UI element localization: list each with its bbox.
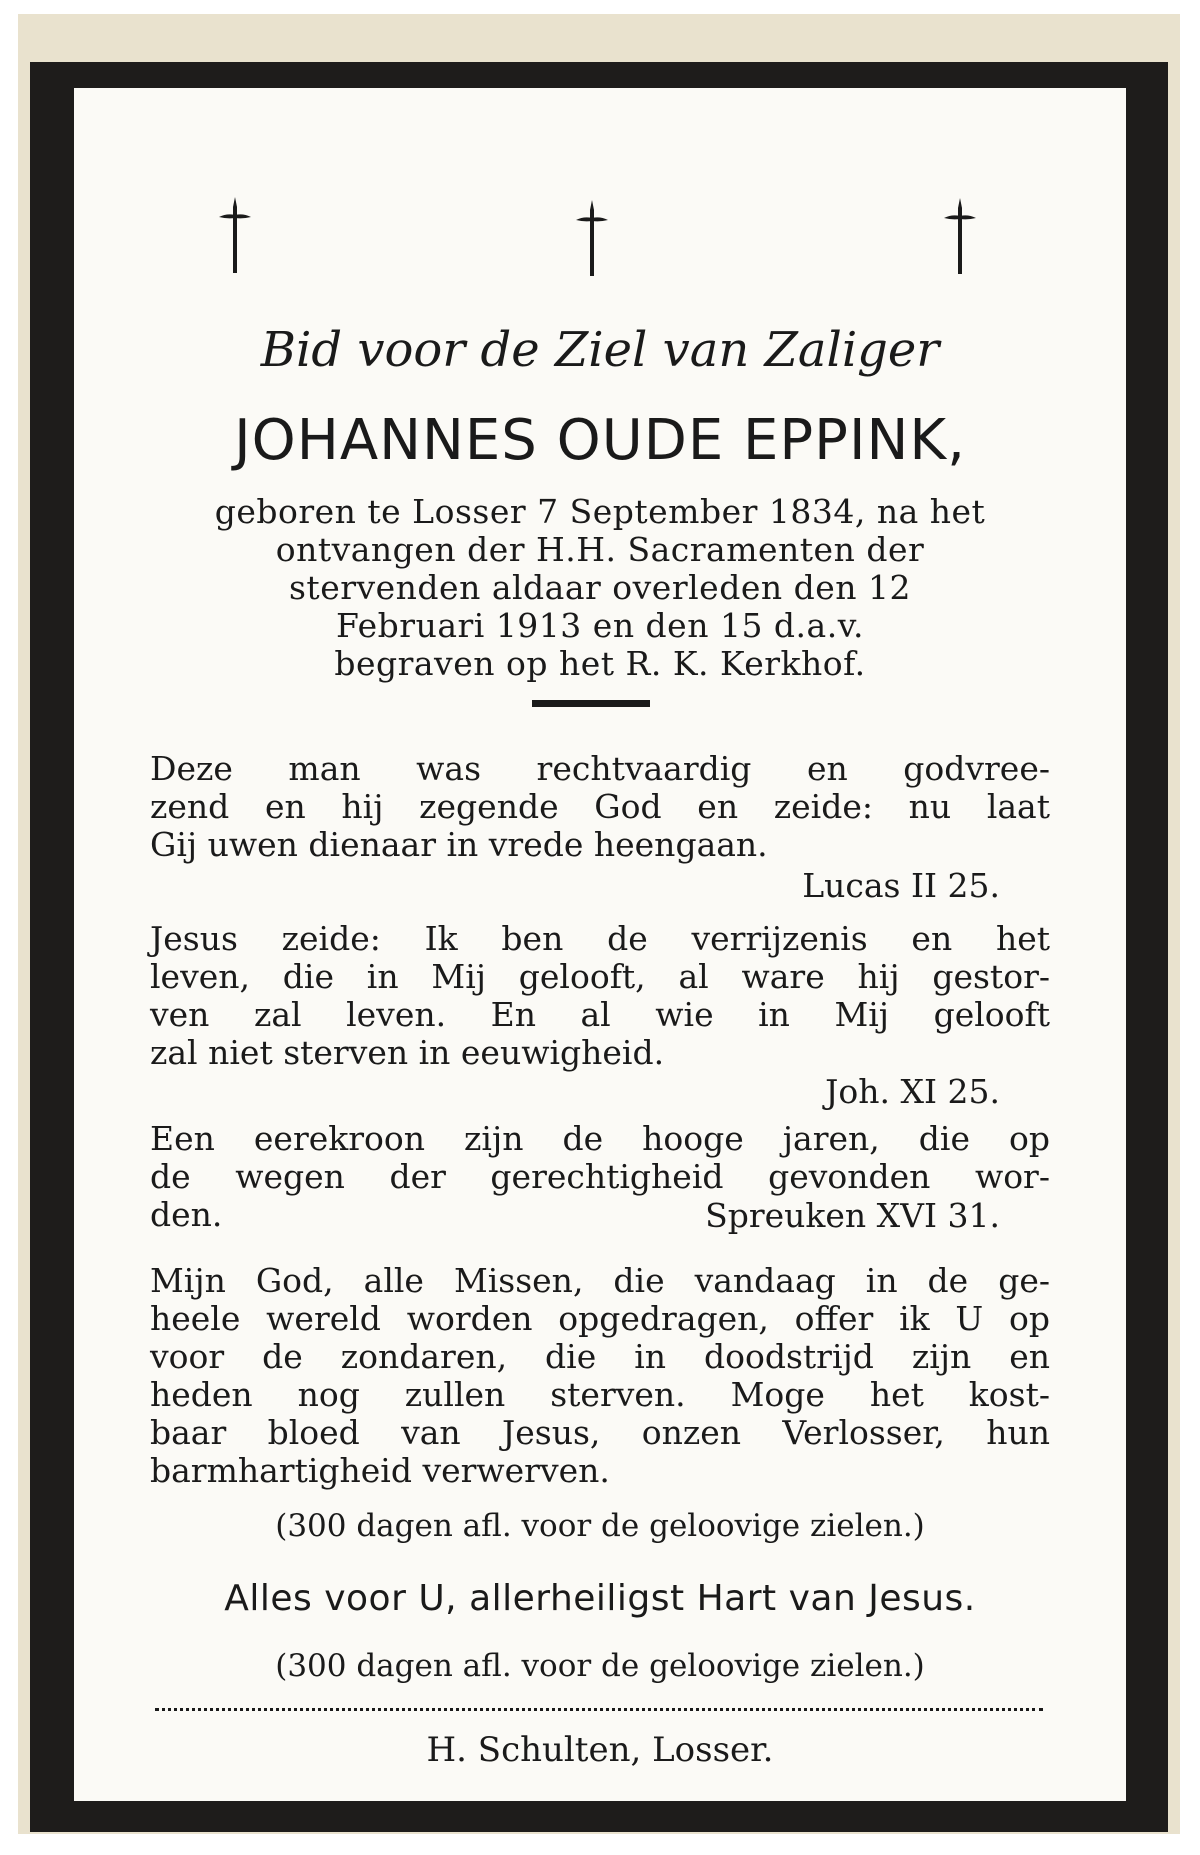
verse-line: leven, die in Mij gelooft, al ware hij gestor- bbox=[150, 957, 1050, 996]
prayer-line: heele wereld worden opgedragen, offer ik U op bbox=[150, 1299, 1050, 1338]
verse-reference: Spreuken XVI 31. bbox=[705, 1196, 1000, 1235]
verse-line: zal niet sterven in eeuwigheid. bbox=[150, 1033, 665, 1072]
prayer-line: heden nog zullen sterven. Moge het kost- bbox=[150, 1375, 1050, 1414]
prayer-line: voor de zondaren, die in doodstrijd zijn en bbox=[150, 1337, 1050, 1376]
prayer-line: baar bloed van Jesus, onzen Verlosser, hun bbox=[150, 1413, 1050, 1452]
prayer bbox=[150, 1262, 1050, 1490]
verse-line: Deze man was rechtvaardig en godvree- bbox=[150, 749, 1050, 788]
verse-line: ven zal leven. En al wie in Mij gelooft bbox=[150, 995, 1050, 1034]
deceased-name: JOHANNES OUDE EPPINK, bbox=[234, 408, 966, 473]
verse-line: Een eerekroon zijn de hooge jaren, die op bbox=[150, 1119, 1050, 1158]
verse-1 bbox=[150, 750, 1050, 864]
indulgence-note: (300 dagen afl. voor de geloovige zielen.) bbox=[275, 1508, 925, 1544]
indulgence-note: (300 dagen afl. voor de geloovige zielen.) bbox=[275, 1648, 925, 1684]
intro-line: begraven op het R. K. Kerkhof. bbox=[334, 644, 866, 683]
verse-2 bbox=[150, 920, 1050, 1072]
dotted-divider bbox=[155, 1708, 1043, 1711]
verse-reference: Lucas II 25. bbox=[802, 866, 1000, 905]
verse-reference: Joh. XI 25. bbox=[825, 1072, 1000, 1111]
prayer-line: Mijn God, alle Missen, die vandaag in de ge- bbox=[150, 1261, 1050, 1300]
motto: Alles voor U, allerheiligst Hart van Jesus. bbox=[224, 1578, 976, 1619]
intro-line: Februari 1913 en den 15 d.a.v. bbox=[336, 606, 864, 645]
cross-icon bbox=[940, 196, 980, 276]
printer-credit: H. Schulten, Losser. bbox=[426, 1730, 774, 1770]
prayer-heading: Bid voor de Ziel van Zaliger bbox=[260, 322, 940, 378]
prayer-line: barmhartigheid verwerven. bbox=[150, 1451, 610, 1490]
intro-line: ontvangen der H.H. Sacramenten der bbox=[275, 530, 925, 569]
verse-line: Jesus zeide: Ik ben de verrijzenis en het bbox=[150, 919, 1050, 958]
intro-line: geboren te Losser 7 September 1834, na het bbox=[214, 492, 986, 531]
cross-icon bbox=[215, 195, 255, 275]
verse-line: de wegen der gerechtigheid gevonden wor- bbox=[150, 1157, 1050, 1196]
divider bbox=[532, 700, 650, 707]
intro-line: stervenden aldaar overleden den 12 bbox=[289, 568, 911, 607]
verse-line: den. bbox=[150, 1195, 223, 1234]
cross-icon bbox=[572, 198, 612, 278]
verse-line: zend en hij zegende God en zeide: nu laat bbox=[150, 787, 1050, 826]
verse-line: Gij uwen dienaar in vrede heengaan. bbox=[150, 825, 768, 864]
